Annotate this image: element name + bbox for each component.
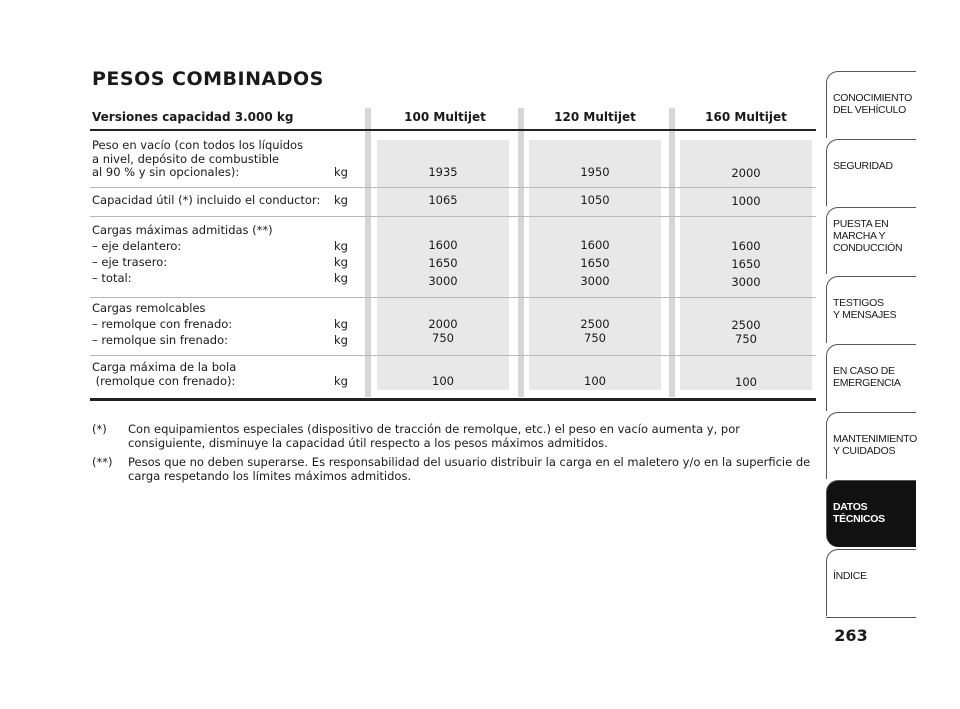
column-header-160-multijet: 160 Multijet — [705, 110, 787, 124]
tab-indice[interactable]: ÍNDICE — [826, 549, 916, 616]
cell-value: 1600 — [428, 238, 458, 252]
column-header-120-multijet: 120 Multijet — [554, 110, 636, 124]
footnote-mark: (**) — [92, 455, 113, 469]
cell-value: 1600 — [731, 239, 761, 253]
cell-value: 750 — [432, 331, 454, 345]
unit-label: kg — [334, 165, 348, 179]
tab-seguridad[interactable]: SEGURIDAD — [826, 139, 916, 206]
cell-value: 3000 — [428, 274, 458, 288]
table-bottom-rule — [90, 398, 816, 401]
row-label-capacidad-util: Capacidad útil (*) incluido el conductor: — [92, 193, 321, 207]
unit-label: kg — [334, 193, 348, 207]
column-divider — [518, 108, 524, 397]
cell-value: 1650 — [580, 256, 610, 270]
cell-value: 750 — [735, 332, 757, 346]
table-header-label: Versiones capacidad 3.000 kg — [92, 110, 294, 124]
cell-value: 3000 — [731, 275, 761, 289]
tab-datos-tecnicos[interactable]: DATOS TÉCNICOS — [826, 480, 916, 547]
row-label-cargas-remolcables: Cargas remolcables — [92, 301, 206, 315]
row-separator — [90, 216, 816, 217]
footnote-mark: (*) — [92, 422, 107, 436]
row-separator — [90, 355, 816, 356]
row-label-peso-vacio: Peso en vacío (con todos los líquidos a nivel, depósito de combustible al 90 % y sin opcionales): — [92, 138, 304, 179]
tab-en-caso-emergencia[interactable]: EN CASO DE EMERGENCIA — [826, 344, 916, 411]
row-label-cargas-maximas: Cargas máximas admitidas (**) — [92, 223, 273, 237]
page-title: PESOS COMBINADOS — [92, 68, 324, 90]
sidebar-bottom-rule — [826, 617, 916, 618]
cell-value: 1650 — [731, 257, 761, 271]
header-rule — [90, 129, 816, 131]
row-separator — [90, 187, 816, 188]
footnotes — [92, 422, 812, 488]
tab-puesta-en-marcha[interactable]: PUESTA EN MARCHA Y CONDUCCIÓN — [826, 207, 916, 274]
column-header-100-multijet: 100 Multijet — [404, 110, 486, 124]
footnote-text: Pesos que no deben superarse. Es responsabilidad del usuario distribuir la carga en el maletero y/o en la superficie de carga respetando los límites máximos admitidos. — [128, 455, 811, 483]
unit-label: kg — [334, 255, 348, 269]
tab-conocimiento-vehiculo[interactable]: CONOCIMIENTO DEL VEHÍCULO — [826, 71, 916, 138]
cell-value: 3000 — [580, 274, 610, 288]
cell-value: 2500 — [580, 317, 610, 331]
cell-value: 1650 — [428, 256, 458, 270]
row-label-remolque-sin-frenado: – remolque sin frenado: — [92, 333, 228, 347]
footnote-text: Con equipamientos especiales (dispositivo de tracción de remolque, etc.) el peso en vacío aumenta y, por consiguiente, disminuye la capacidad útil respecto a los pesos máximos admitidos. — [128, 422, 740, 450]
unit-label: kg — [334, 333, 348, 347]
cell-value: 2000 — [428, 317, 458, 331]
page-number: 263 — [834, 626, 868, 645]
unit-label: kg — [334, 374, 348, 388]
row-label-total: – total: — [92, 271, 132, 285]
cell-value: 750 — [584, 331, 606, 345]
cell-value: 2500 — [731, 318, 761, 332]
cell-value: 1000 — [731, 194, 761, 208]
cell-value: 100 — [432, 374, 454, 388]
tab-testigos-mensajes[interactable]: TESTIGOS Y MENSAJES — [826, 276, 916, 343]
row-separator — [90, 297, 816, 298]
footnote — [92, 422, 812, 450]
row-label-eje-trasero: – eje trasero: — [92, 255, 168, 269]
cell-value: 1600 — [580, 238, 610, 252]
cell-value: 1050 — [580, 193, 610, 207]
unit-label: kg — [334, 239, 348, 253]
unit-label: kg — [334, 271, 348, 285]
cell-value: 100 — [735, 375, 757, 389]
unit-label: kg — [334, 317, 348, 331]
row-label-eje-delantero: – eje delantero: — [92, 239, 182, 253]
row-label-carga-bola: Carga máxima de la bola (remolque con frenado): — [92, 360, 237, 388]
column-divider — [669, 108, 675, 397]
tab-mantenimiento-cuidados[interactable]: MANTENIMIENTO Y CUIDADOS — [826, 412, 916, 479]
cell-value: 1935 — [428, 165, 458, 179]
footnote — [92, 455, 812, 483]
row-label-remolque-con-frenado: – remolque con frenado: — [92, 317, 233, 331]
column-divider — [365, 108, 371, 397]
cell-value: 100 — [584, 374, 606, 388]
cell-value: 1950 — [580, 165, 610, 179]
cell-value: 1065 — [428, 193, 458, 207]
cell-value: 2000 — [731, 166, 761, 180]
